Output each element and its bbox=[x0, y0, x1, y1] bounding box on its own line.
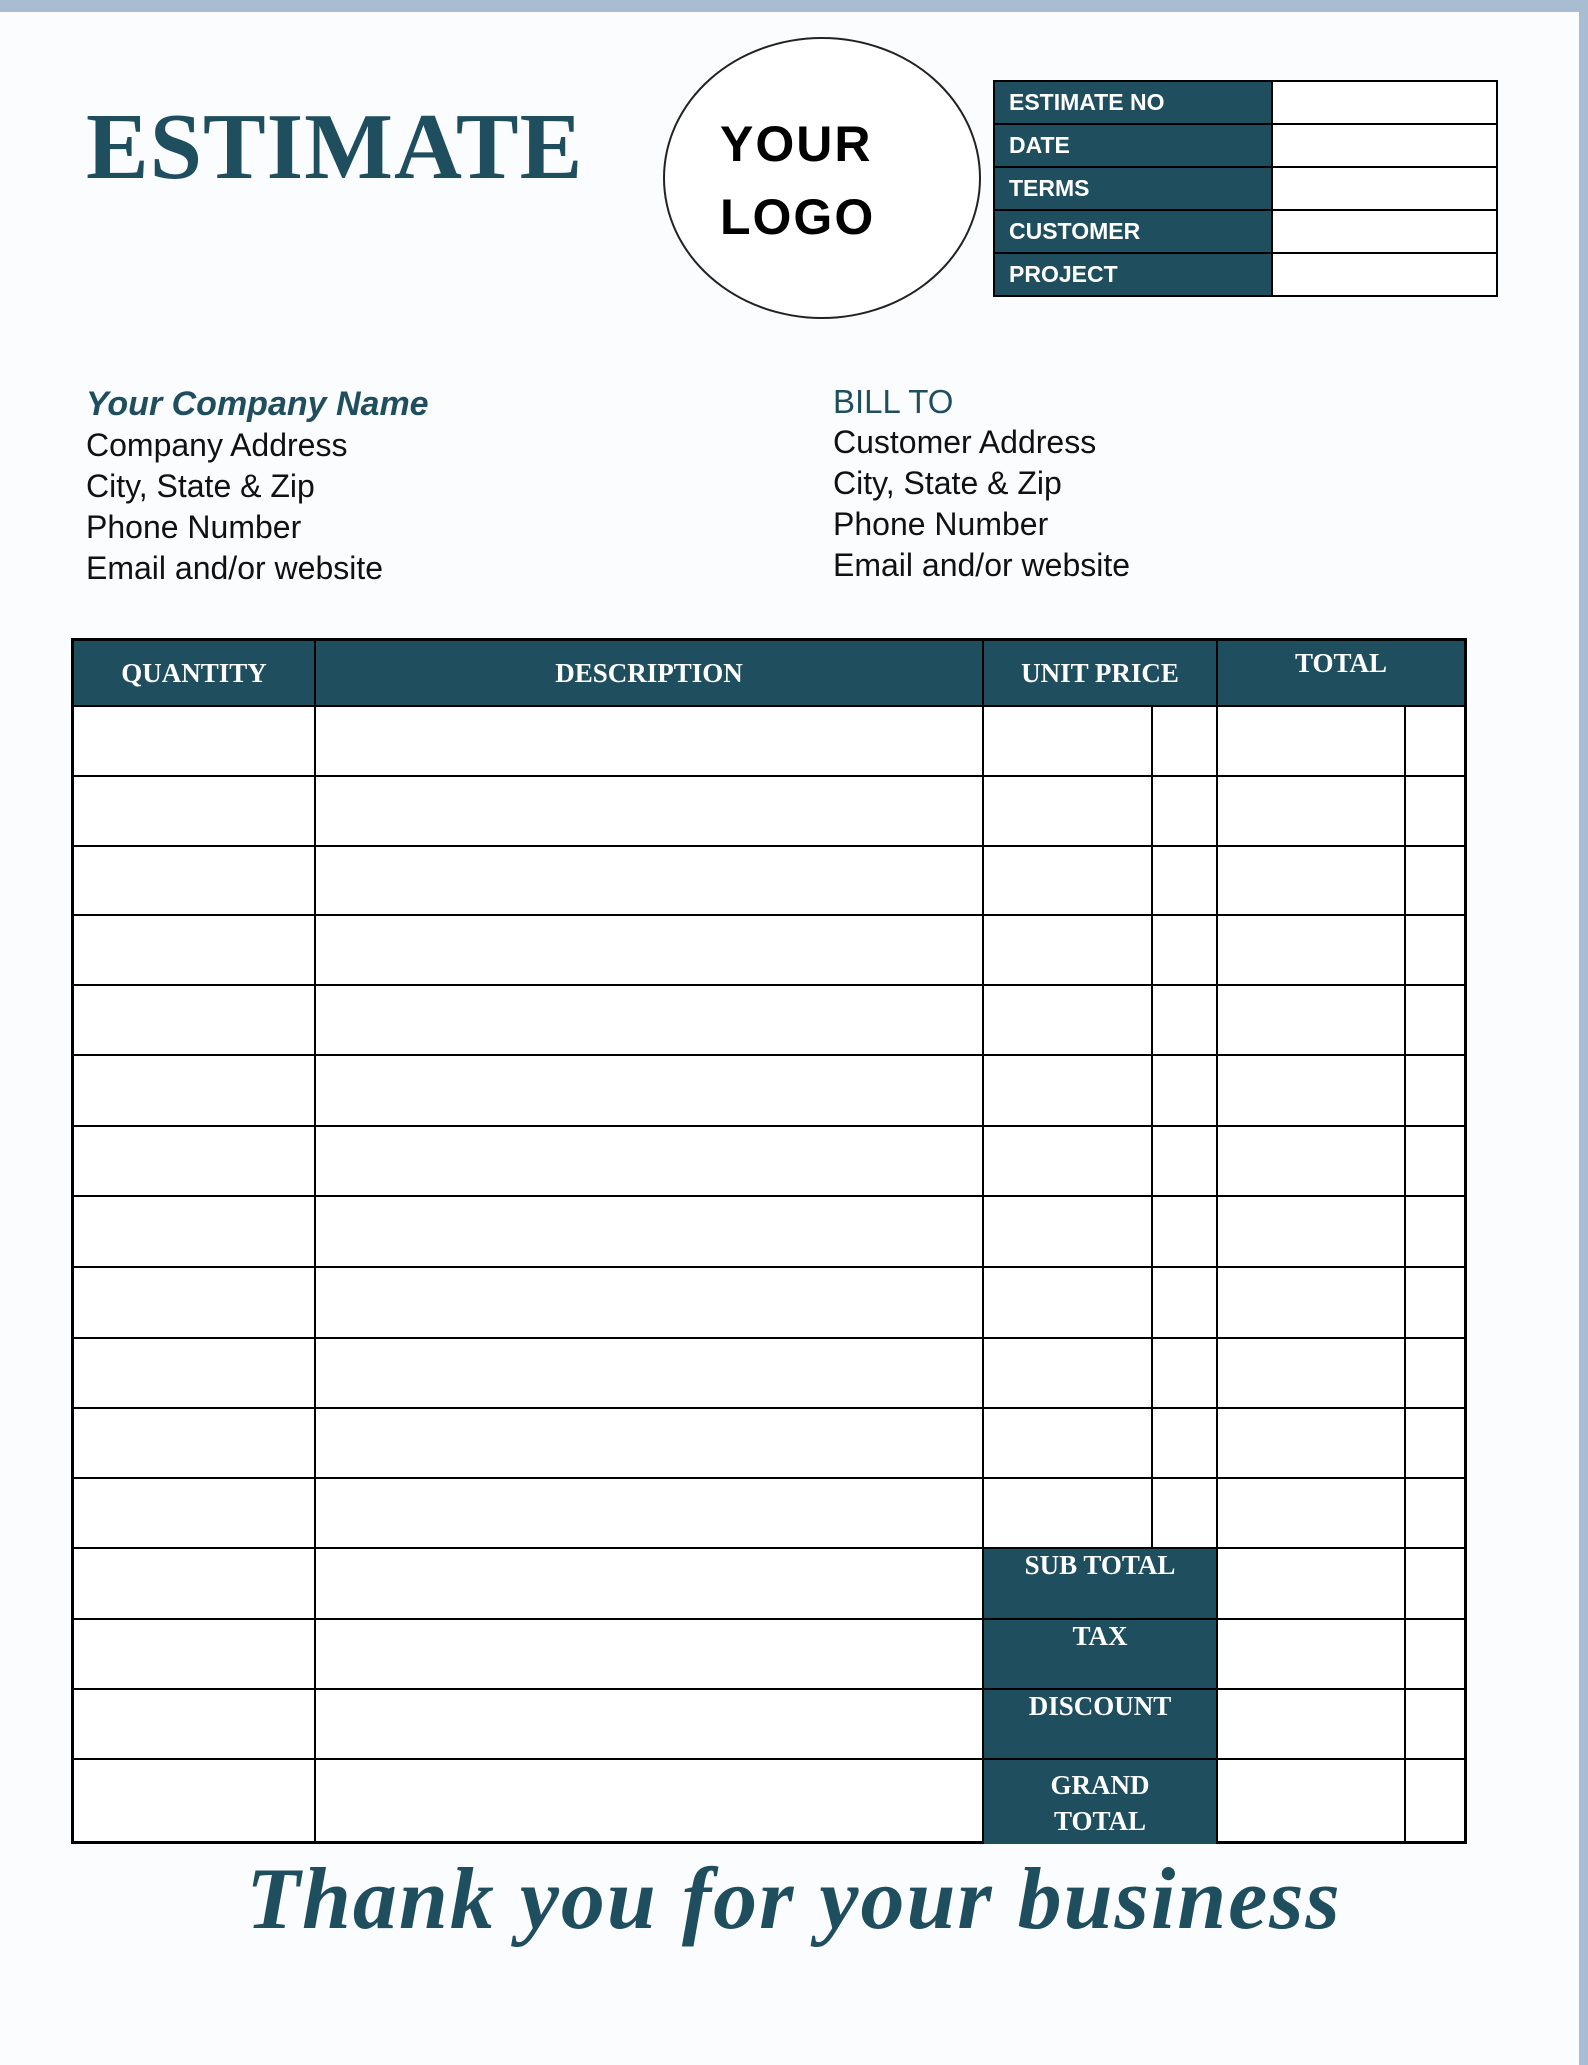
table-row-divider bbox=[74, 984, 1464, 986]
project-field[interactable] bbox=[1272, 253, 1497, 296]
customer-address[interactable]: Customer Address bbox=[833, 424, 1097, 460]
table-column-divider bbox=[1216, 641, 1218, 1841]
bill-to-block bbox=[833, 381, 1130, 586]
discount-label: DISCOUNT bbox=[1028, 1691, 1172, 1721]
estimate-no-field[interactable] bbox=[1272, 81, 1497, 124]
table-row-divider bbox=[74, 775, 1464, 777]
thank-you-message: Thank you for your business bbox=[246, 1851, 1342, 1948]
table-row-divider bbox=[74, 1758, 1464, 1760]
grand-total-label-line1: GRAND bbox=[1050, 1770, 1150, 1800]
company-phone[interactable]: Phone Number bbox=[86, 509, 302, 545]
company-address[interactable]: Company Address bbox=[86, 427, 348, 463]
logo-placeholder[interactable] bbox=[663, 37, 981, 319]
table-row-divider bbox=[74, 1125, 1464, 1127]
meta-row-project bbox=[994, 253, 1497, 296]
unit-price-cents-divider bbox=[1151, 705, 1153, 1547]
column-header-total: TOTAL bbox=[1294, 648, 1388, 678]
column-header-description: DESCRIPTION bbox=[555, 658, 743, 688]
meta-row-terms bbox=[994, 167, 1497, 210]
customer-field[interactable] bbox=[1272, 210, 1497, 253]
customer-city-state-zip[interactable]: City, State & Zip bbox=[833, 465, 1062, 501]
company-name[interactable]: Your Company Name bbox=[86, 385, 429, 423]
grand-total-label-line2: TOTAL bbox=[1053, 1806, 1147, 1836]
meta-label: PROJECT bbox=[994, 253, 1272, 296]
table-row-divider bbox=[74, 1266, 1464, 1268]
company-info-block bbox=[86, 384, 429, 589]
meta-row-customer bbox=[994, 210, 1497, 253]
customer-phone[interactable]: Phone Number bbox=[833, 506, 1049, 542]
table-row-divider bbox=[74, 1688, 1464, 1690]
table-row-divider bbox=[74, 914, 1464, 916]
table-row-divider bbox=[74, 705, 1464, 707]
meta-label: DATE bbox=[994, 124, 1272, 167]
table-row-divider bbox=[74, 1407, 1464, 1409]
meta-label: ESTIMATE NO bbox=[994, 81, 1272, 124]
bill-to-heading: BILL TO bbox=[833, 383, 954, 420]
table-row-divider bbox=[74, 1547, 1464, 1549]
date-field[interactable] bbox=[1272, 124, 1497, 167]
meta-row-estimate-no bbox=[994, 81, 1497, 124]
line-items-table bbox=[71, 638, 1467, 1844]
table-column-divider bbox=[982, 641, 984, 1841]
table-row-divider bbox=[74, 1337, 1464, 1339]
table-row-divider bbox=[74, 1477, 1464, 1479]
table-row-divider bbox=[74, 1618, 1464, 1620]
table-row-divider bbox=[74, 1054, 1464, 1056]
column-header-quantity: QUANTITY bbox=[121, 658, 267, 688]
document-title: ESTIMATE bbox=[86, 95, 584, 199]
company-city-state-zip[interactable]: City, State & Zip bbox=[86, 468, 315, 504]
tax-label: TAX bbox=[1072, 1621, 1128, 1651]
column-header-unit-price: UNIT PRICE bbox=[1021, 658, 1179, 688]
table-row-divider bbox=[74, 1195, 1464, 1197]
meta-label: CUSTOMER bbox=[994, 210, 1272, 253]
total-cents-divider bbox=[1404, 705, 1406, 1841]
meta-label: TERMS bbox=[994, 167, 1272, 210]
customer-email[interactable]: Email and/or website bbox=[833, 547, 1131, 583]
top-border bbox=[0, 0, 1588, 12]
page-edge bbox=[1579, 0, 1588, 2065]
subtotal-label: SUB TOTAL bbox=[1024, 1550, 1176, 1580]
table-row-divider bbox=[74, 845, 1464, 847]
terms-field[interactable] bbox=[1272, 167, 1497, 210]
logo-text-line2: LOGO bbox=[720, 189, 876, 245]
table-column-divider bbox=[314, 641, 316, 1841]
meta-row-date bbox=[994, 124, 1497, 167]
company-email[interactable]: Email and/or website bbox=[86, 550, 384, 586]
estimate-meta-table bbox=[993, 80, 1498, 297]
logo-text-line1: YOUR bbox=[720, 116, 873, 172]
